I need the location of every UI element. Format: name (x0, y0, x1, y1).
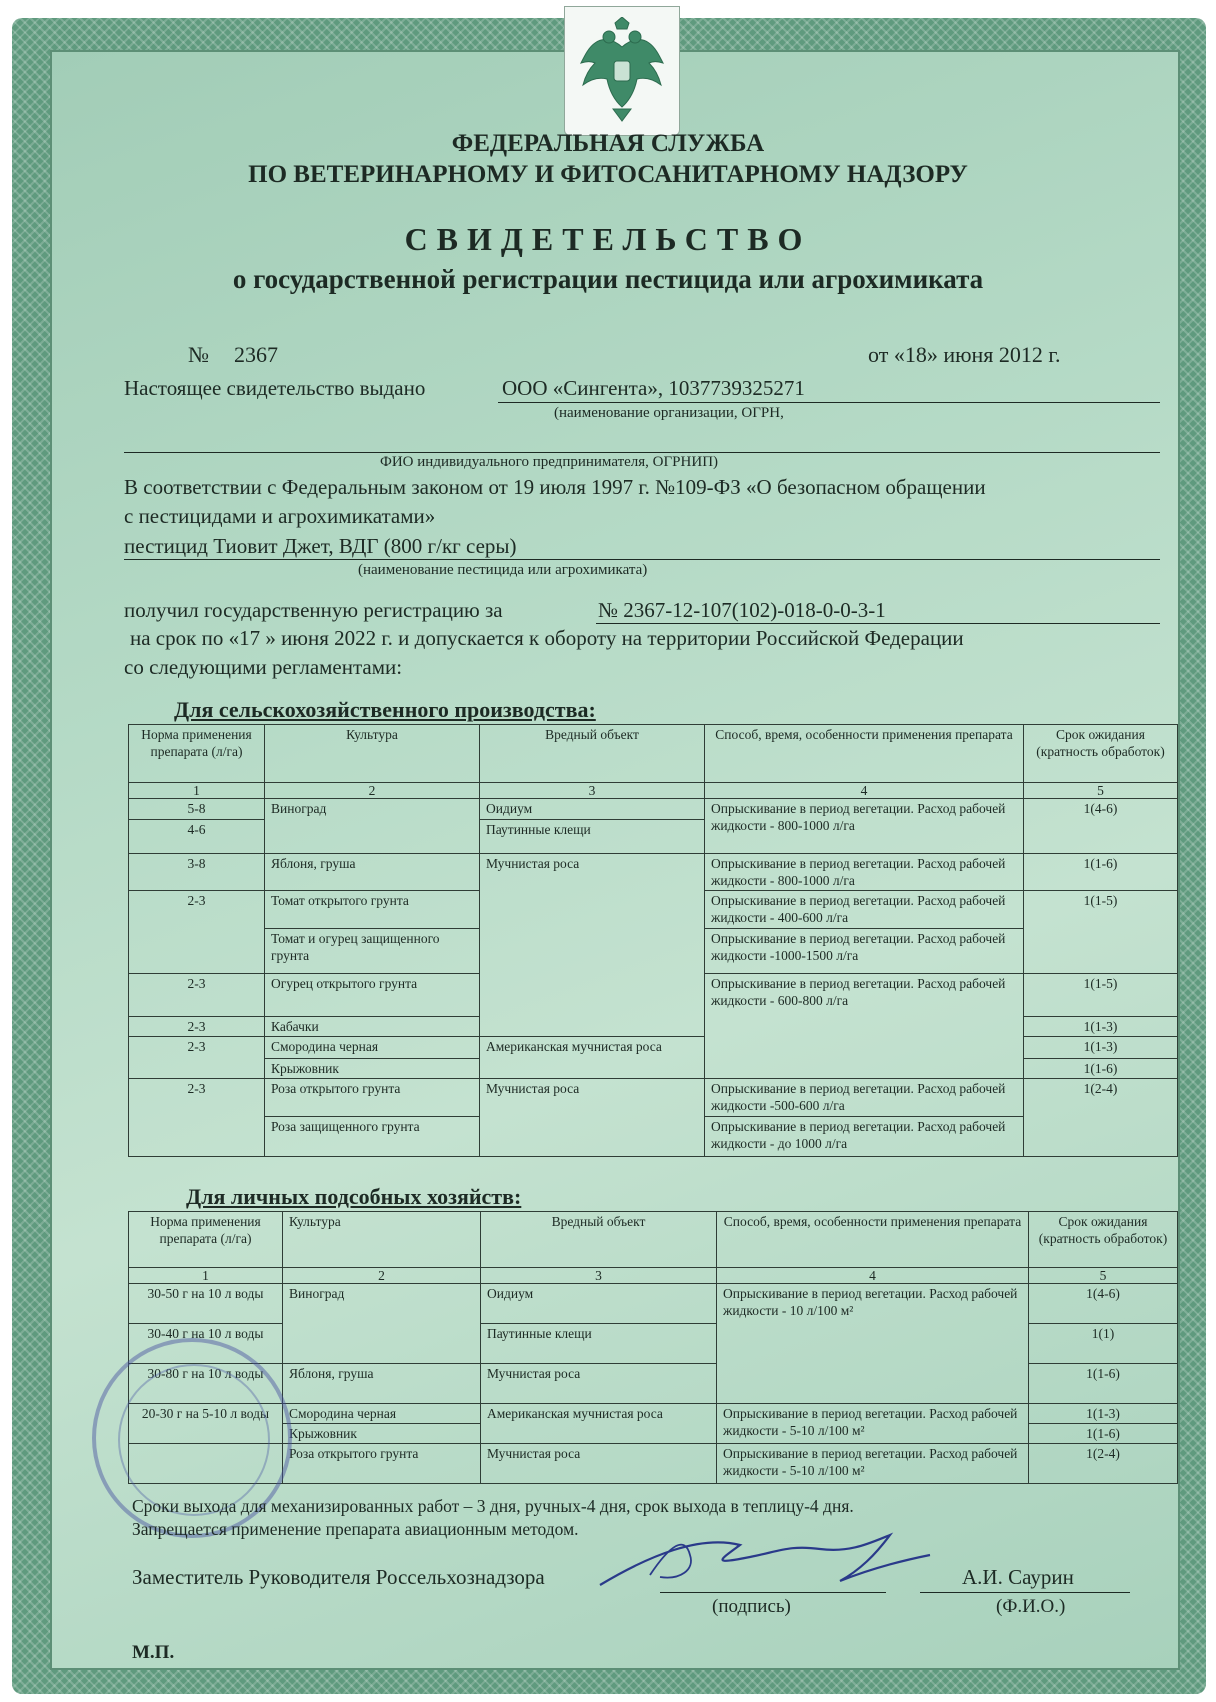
method-cell: Опрыскивание в период вегетации. Расход рабочей жидкости - 5-10 л/100 м² (717, 1444, 1029, 1484)
private-section-title: Для личных подсобных хозяйств: (186, 1184, 522, 1209)
term-cell: 1(1-5) (1024, 891, 1178, 974)
registration-underline (596, 623, 1160, 624)
header-term: Срок ожидания (кратность обработок) (1024, 725, 1178, 783)
pest-cell: Американская мучнистая роса (481, 1404, 717, 1444)
pest-cell: Мучнистая роса (481, 1364, 717, 1404)
term-cell: 1(2-4) (1024, 1079, 1178, 1157)
pest-cell: Американская мучнистая роса (480, 1037, 705, 1079)
issued-to-label: Настоящее свидетельство выдано (124, 376, 426, 400)
document-title: СВИДЕТЕЛЬСТВО (404, 221, 812, 257)
column-number: 1 (129, 1268, 283, 1284)
norm-cell: 2-3 (129, 1037, 265, 1079)
norm-cell: 3-8 (129, 854, 265, 891)
header-norm: Норма применения препарата (л/га) (129, 1212, 283, 1268)
regulations-line: со следующими регламентами: (124, 655, 403, 679)
header-pest: Вредный объект (481, 1212, 717, 1268)
prohibition-line: Запрещается применение препарата авиационным методом. (132, 1519, 579, 1539)
term-cell: 1(1-6) (1024, 854, 1178, 891)
signer-title: Заместитель Руководителя Россельхознадзора (132, 1565, 545, 1589)
method-cell: Опрыскивание в период вегетации. Расход рабочей жидкости -1000-1500 л/га (705, 929, 1024, 974)
column-number: 3 (481, 1268, 717, 1284)
ip-underline (124, 452, 1160, 453)
norm-cell: 30-50 г на 10 л воды (129, 1284, 283, 1324)
crop-cell: Огурец открытого грунта (265, 974, 480, 1017)
registration-number: № 2367-12-107(102)-018-0-0-3-1 (598, 598, 886, 622)
pesticide-underline (124, 559, 1160, 560)
crop-cell: Яблоня, груша (265, 854, 480, 891)
pest-cell: Оидиум (481, 1284, 717, 1324)
method-cell: Опрыскивание в период вегетации. Расход рабочей жидкости -500-600 л/га (705, 1079, 1024, 1117)
issued-to-caption: (наименование организации, ОГРН, (554, 405, 784, 421)
column-number: 3 (480, 783, 705, 799)
column-number: 2 (283, 1268, 481, 1284)
exit-terms-line: Сроки выхода для механизированных работ – 3 дня, ручных-4 дня, срок выхода в теплицу-4 дня. (132, 1496, 854, 1516)
signature-caption: (подпись) (712, 1596, 791, 1617)
method-cell: Опрыскивание в период вегетации. Расход рабочей жидкости - 10 л/100 м² (717, 1284, 1029, 1404)
header-term: Срок ожидания (кратность обработок) (1029, 1212, 1178, 1268)
pest-cell: Мучнистая роса (480, 1079, 705, 1157)
norm-cell: 30-40 г на 10 л воды (129, 1324, 283, 1364)
pesticide-name: пестицид Тиовит Джет, ВДГ (800 г/кг серы) (124, 534, 517, 558)
crop-cell: Крыжовник (265, 1059, 480, 1079)
pest-cell: Мучнистая роса (480, 854, 705, 1037)
method-cell: Опрыскивание в период вегетации. Расход рабочей жидкости - 600-800 л/га (705, 974, 1024, 1079)
table-header-row (129, 725, 1178, 783)
header-crop: Культура (265, 725, 480, 783)
table-row (129, 1079, 1178, 1117)
pest-cell: Паутинные клещи (481, 1324, 717, 1364)
law-reference-line1: В соответствии с Федеральным законом от 19 июля 1997 г. №109-ФЗ «О безопасном обращении (124, 475, 986, 499)
column-number: 1 (129, 783, 265, 799)
certificate-number-label: № (188, 342, 209, 367)
crop-cell: Роза открытого грунта (283, 1444, 481, 1484)
header-pest: Вредный объект (480, 725, 705, 783)
header-method: Способ, время, особенности применения препарата (717, 1212, 1029, 1268)
law-reference-line2: с пестицидами и агрохимикатами» (124, 504, 436, 528)
table-header-row (129, 1212, 1178, 1268)
crop-cell: Томат открытого грунта (265, 891, 480, 929)
term-cell: 1(1-6) (1024, 1059, 1178, 1079)
crop-cell: Роза открытого грунта (265, 1079, 480, 1117)
registration-label: получил государственную регистрацию за (124, 598, 503, 622)
term-cell: 1(1-3) (1024, 1017, 1178, 1037)
norm-cell: 2-3 (129, 1079, 265, 1157)
column-number: 2 (265, 783, 480, 799)
term-cell: 1(1) (1029, 1324, 1178, 1364)
column-number: 5 (1024, 783, 1178, 799)
term-cell: 1(1-5) (1024, 974, 1178, 1017)
issued-to-underline (498, 402, 1160, 403)
crop-cell: Яблоня, груша (283, 1364, 481, 1404)
header-crop: Культура (283, 1212, 481, 1268)
crop-cell: Крыжовник (283, 1424, 481, 1444)
header-method: Способ, время, особенности применения препарата (705, 725, 1024, 783)
norm-cell: 4-6 (129, 820, 265, 854)
pest-cell: Мучнистая роса (481, 1444, 717, 1484)
term-cell: 1(1-6) (1029, 1424, 1178, 1444)
crop-cell: Смородина черная (283, 1404, 481, 1424)
term-cell: 1(1-3) (1024, 1037, 1178, 1059)
agency-name-line1: ФЕДЕРАЛЬНАЯ СЛУЖБА (451, 130, 765, 157)
norm-cell: 2-3 (129, 1017, 265, 1037)
method-cell: Опрыскивание в период вегетации. Расход рабочей жидкости - 800-1000 л/га (705, 854, 1024, 891)
crop-cell: Томат и огурец защищенного грунта (265, 929, 480, 974)
agency-name-line2: ПО ВЕТЕРИНАРНОМУ И ФИТОСАНИТАРНОМУ НАДЗОРУ (248, 161, 968, 188)
column-number: 4 (717, 1268, 1029, 1284)
norm-cell: 2-3 (129, 974, 265, 1017)
signer-name: А.И. Саурин (962, 1565, 1074, 1589)
table-row (129, 799, 1178, 820)
crop-cell: Виноград (265, 799, 480, 854)
column-number-row (129, 783, 1178, 799)
validity-term-line: на срок по «17 » июня 2022 г. и допускается к обороту на территории Российской Федерации (130, 626, 964, 650)
term-cell: 1(2-4) (1029, 1444, 1178, 1484)
norm-cell: 20-30 г на 5-10 л воды (129, 1404, 283, 1444)
norm-cell: 2-3 (129, 891, 265, 974)
coat-of-arms-emblem (564, 6, 680, 136)
column-number-row (129, 1268, 1178, 1284)
header-norm: Норма применения препарата (л/га) (129, 725, 265, 783)
crop-cell: Роза защищенного грунта (265, 1117, 480, 1157)
fio-underline (920, 1592, 1130, 1593)
method-cell: Опрыскивание в период вегетации. Расход рабочей жидкости - 800-1000 л/га (705, 799, 1024, 854)
term-cell: 1(1-3) (1029, 1404, 1178, 1424)
table-row (129, 854, 1178, 891)
ip-caption: ФИО индивидуального предпринимателя, ОГРНИП) (380, 454, 719, 470)
method-cell: Опрыскивание в период вегетации. Расход рабочей жидкости - 400-600 л/га (705, 891, 1024, 929)
term-cell: 1(1-6) (1029, 1364, 1178, 1404)
crop-cell: Кабачки (265, 1017, 480, 1037)
column-number: 5 (1029, 1268, 1178, 1284)
crop-cell: Смородина черная (265, 1037, 480, 1059)
pest-cell: Паутинные клещи (480, 820, 705, 854)
seal-place-mark: М.П. (132, 1642, 175, 1663)
agri-section-title: Для сельскохозяйственного производства: (174, 697, 596, 722)
method-cell: Опрыскивание в период вегетации. Расход рабочей жидкости - 5-10 л/100 м² (717, 1404, 1029, 1444)
certificate-number: 2367 (234, 342, 278, 367)
pesticide-caption: (наименование пестицида или агрохимиката) (358, 562, 648, 578)
term-cell: 1(4-6) (1029, 1284, 1178, 1324)
agri-regulations-table (128, 724, 1178, 1157)
norm-cell: 5-8 (129, 799, 265, 820)
document-subtitle: о государственной регистрации пестицида или агрохимиката (232, 264, 984, 294)
term-cell: 1(4-6) (1024, 799, 1178, 854)
method-cell: Опрыскивание в период вегетации. Расход рабочей жидкости - до 1000 л/га (705, 1117, 1024, 1157)
fio-caption: (Ф.И.О.) (996, 1596, 1066, 1617)
double-headed-eagle-icon (573, 17, 671, 127)
table-row (129, 1284, 1178, 1324)
norm-cell: 30-80 г на 10 л воды (129, 1364, 283, 1404)
pest-cell: Оидиум (480, 799, 705, 820)
column-number: 4 (705, 783, 1024, 799)
issued-to-value: ООО «Сингента», 1037739325271 (502, 376, 805, 400)
crop-cell: Виноград (283, 1284, 481, 1364)
certificate-date: от «18» июня 2012 г. (868, 342, 1061, 367)
signature-underline (660, 1592, 886, 1593)
